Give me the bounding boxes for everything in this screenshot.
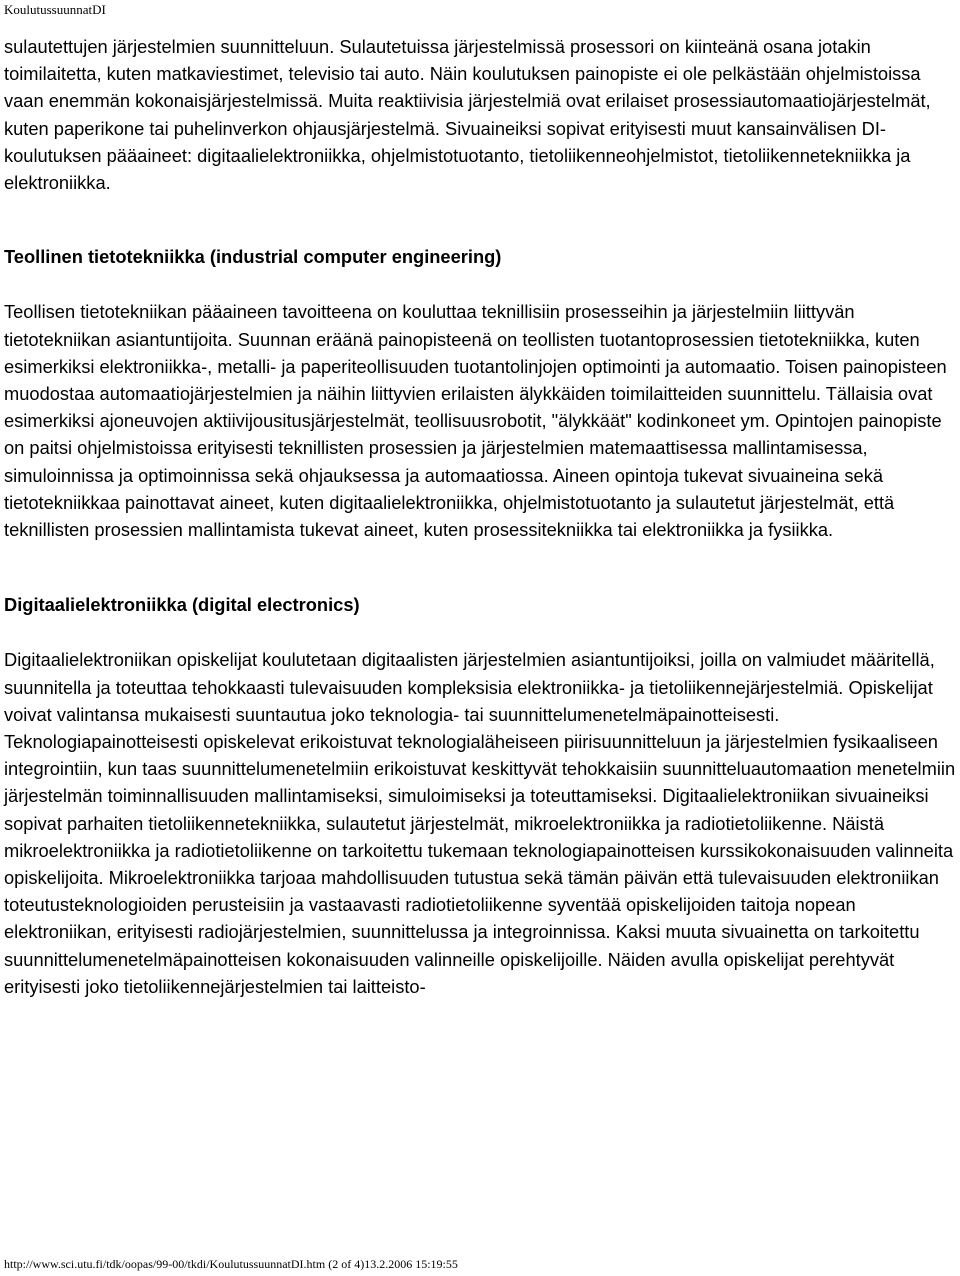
page-header-title: KoulutussuunnatDI xyxy=(4,2,106,17)
section-paragraph-teollinen: Teollisen tietotekniikan pääaineen tavoitteena on kouluttaa teknillisiin prosesseihin ja järjestelmiin liittyvän tietotekniikan asiantuntijoita. Suunnan eräänä painopisteenä on teollisten tuotantoprosessien tietotekniikka, kuten esimerkiksi elektroniikka-, metalli- ja paperiteollisuuden tuotantolinjojen optimointi ja automaatio. Toisen painopisteen muodostaa automaatiojärjestelmien ja näihin liittyvien erilaisten älykkäiden toimilaitteiden suunnittelu. Tällaisia ovat esimerkiksi ajoneuvojen aktiivijousitusjärjestelmät, teollisuusrobotit, "älykkäät" kodinkoneet ym. Opintojen painopiste on paitsi ohjelmistoissa erityisesti teknillisten prosessien ja järjestelmien matemaattisessa mallintamisessa, simuloinnissa ja optimoinnissa sekä ohjauksessa ja automaatiossa. Aineen opintoja tukevat sivuaineina sekä tietotekniikkaa painottavat aineet, kuten digitaalielektroniikka, ohjelmistotuotanto ja sulautetut järjestelmät, että teknillisten prosessien mallintamista tukevat aineet, kuten prosessitekniikka tai elektroniikka ja fysiikka. xyxy=(4,301,947,541)
section-heading-teollinen: Teollinen tietotekniikka (industrial computer engineering) xyxy=(4,246,502,268)
section-heading-digitaali: Digitaalielektroniikka (digital electronics) xyxy=(4,594,360,616)
section-paragraph-digitaali: Digitaalielektroniikan opiskelijat koulutetaan digitaalisten järjestelmien asiantuntijoiksi, joilla on valmiudet määritellä, suunnitella ja toteuttaa tehokkaasti tulevaisuuden kompleksisia elektroniikka- ja tietoliikennejärjestelmiä. Opiskelijat voivat valintansa mukaisesti suuntautua joko teknologia- tai suunnittelumenetelmäpainotteisesti. Teknologiapainotteisesti opiskelevat erikoistuvat teknologialäheiseen piirisuunnitteluun ja järjestelmien fysikaaliseen integrointiin, kun taas suunnittelumenetelmiin erikoistuvat keskittyvät tehokkaisiin suunnitteluautomaation menetelmiin järjestelmän toiminnallisuuden mallintamiseksi, simuloimiseksi ja toteuttamiseksi. Digitaalielektroniikan sivuaineiksi sopivat parhaiten tietoliikennetekniikka, sulautetut järjestelmät, mikroelektroniikka ja radiotietoliikenne. Näistä mikroelektroniikka ja radiotietoliikenne on tarkoitettu tukemaan teknologiapainotteisen kurssikokonaisuuden valinneita opiskelijoita. Mikroelektroniikka tarjoaa mahdollisuuden tutustua sekä tämän päivän että tulevaisuuden elektroniikan toteutusteknologioiden perusteisiin ja vastaavasti radiotietoliikenne syventää opiskelijoiden taitoja nopean elektroniikan, erityisesti radiojärjestelmien, suunnittelussa ja integroinnissa. Kaksi muuta sivuainetta on tarkoitettu suunnittelumenetelmäpainotteisen kokonaisuuden valinneille opiskelijoille. Näiden avulla opiskelijat perehtyvät erityisesti joko tietoliikennejärjestelmien tai laitteisto- xyxy=(4,649,956,997)
intro-paragraph: sulautettujen järjestelmien suunnitteluun. Sulautetuissa järjestelmissä prosessori on kiinteänä osana jotakin toimilaitetta, kuten matkaviestimet, televisio tai auto. Näin koulutuksen painopiste ei ole pelkästään ohjelmistoissa vaan enemmän kokonaisjärjestelmissä. Muita reaktiivisia järjestelmiä ovat erilaiset prosessiautomaatiojärjestelmät, kuten paperikone tai puhelinverkon ohjausjärjestelmä. Sivuaineiksi sopivat erityisesti muut kansainvälisen DI-koulutuksen pääaineet: digitaalielektroniikka, ohjelmistotuotanto, tietoliikenneohjelmistot, tietoliikennetekniikka ja elektroniikka. xyxy=(4,36,931,194)
document-body xyxy=(4,33,956,1000)
page-footer-url: http://www.sci.utu.fi/tdk/oopas/99-00/tkdi/KoulutussuunnatDI.htm (2 of 4)13.2.2006 15:19:55 xyxy=(4,1257,458,1271)
